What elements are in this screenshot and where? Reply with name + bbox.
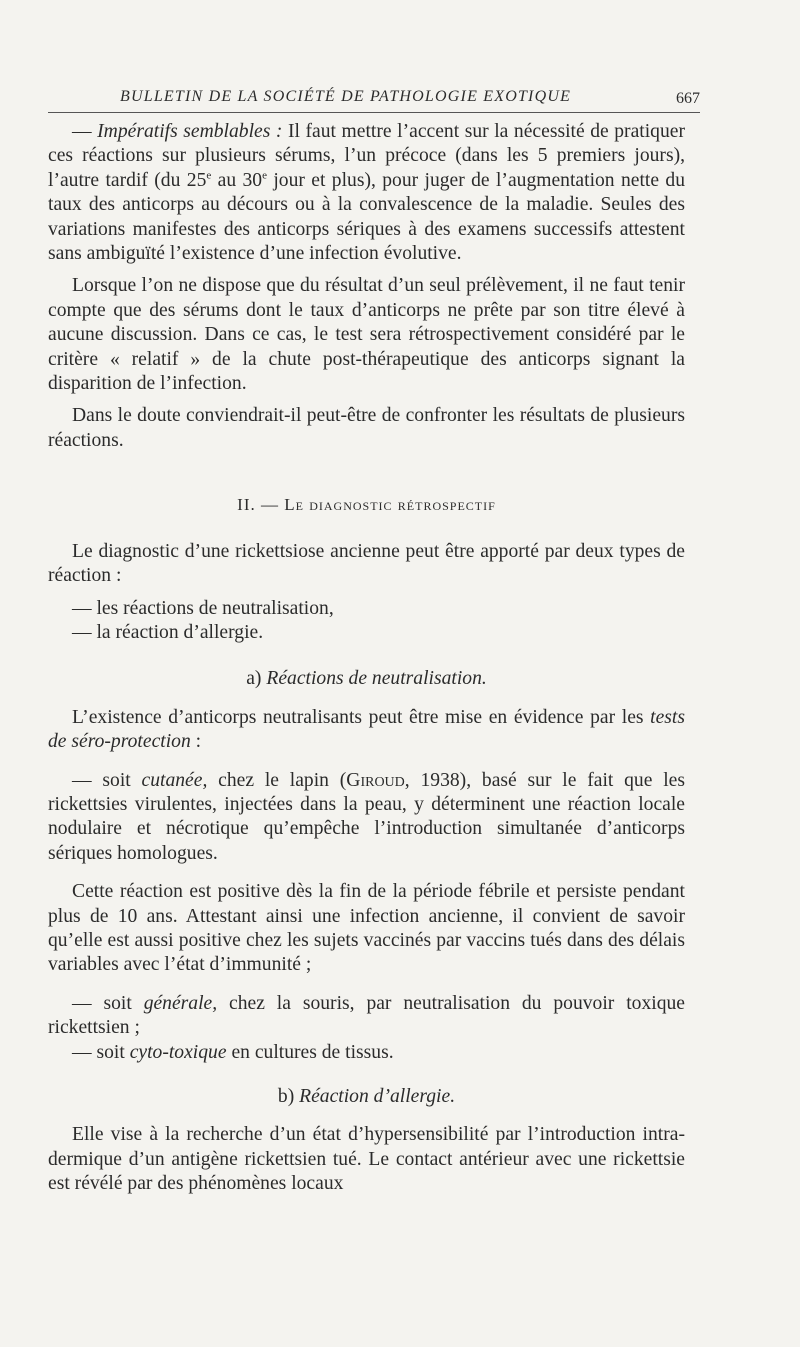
text: au 30: [211, 169, 263, 191]
text: chez le lapin (: [207, 769, 347, 791]
paragraph-reaction-positive: Cette réaction est positive dès la fin de la période fébrile et persiste pendant plus de 10 ans. Attestant ainsi une infection ancienne, il convient de savoir qu’elle est aussi positive chez les sujets vaccinés par vaccins tués dans des délais variables avec l’état d’immunité ;: [48, 881, 685, 976]
emphasis: tests de séro-protection: [48, 706, 685, 753]
text: jour et plus), pour juger de l’augmentation nette du taux des anticorps au décours ou à la convalescence de la maladie. Seules des variations manifestes des anticorps sériques à des examens successifs attestent sans ambiguïté l’existence d’une infection évolutive.: [48, 169, 686, 265]
page-header: [48, 86, 700, 113]
text: chez la souris, par neutralisation du pouvoir toxique rickettsien ;: [48, 992, 685, 1039]
emphasis-imperatifs: Impératifs semblables :: [97, 121, 283, 142]
paragraph-generale: [48, 992, 685, 1041]
running-title: BULLETIN DE LA SOCIÉTÉ DE PATHOLOGIE EXOTIQUE: [120, 88, 572, 105]
paragraph-cyto-toxique: [48, 1041, 685, 1065]
superscript: e: [206, 169, 212, 182]
paragraph-cutanee: [48, 769, 685, 867]
body-text: [48, 120, 685, 1197]
text: , 1938), basé sur le fait que les rickettsies virulentes, injectées dans la peau, y déterminent une réaction locale nodulaire et nécrotique qu’empêche l’introduction simultanée d’anticorps sériques homologues.: [48, 769, 685, 864]
emphasis: générale,: [143, 992, 218, 1014]
paragraph-anticorps: [48, 706, 685, 755]
section-title: Le diagnostic rétrospectif: [284, 495, 496, 515]
subheading-title: Réaction d’allergie.: [299, 1086, 456, 1107]
emphasis: cyto-toxique: [129, 1041, 227, 1063]
list-item-neutralisation: — les réactions de neutralisation,: [72, 597, 334, 619]
paragraph-allergie: Elle vise à la recherche d’un état d’hypersensibilité par l’introduction intra-dermique d’un antigène rickettsien tué. Le contact antérieur avec une rickettsie est révélé par des phénomènes locaux: [48, 1124, 685, 1195]
list-item-allergie: — la réaction d’allergie.: [72, 621, 264, 643]
text: — soit: [72, 1041, 130, 1063]
text: :: [190, 731, 202, 753]
subheading-letter: a): [246, 668, 267, 690]
text: — soit: [72, 992, 144, 1014]
superscript: e: [262, 169, 267, 182]
text: L’existence d’anticorps neutralisants peut être mise en évidence par les: [72, 706, 651, 728]
section-heading: [48, 493, 685, 517]
emphasis: cutanée,: [141, 769, 208, 791]
paragraph-diagnostic: Le diagnostic d’une rickettsiose ancienne peut être apporté par deux types de réaction :: [48, 540, 685, 587]
subheading-a: [48, 667, 685, 691]
text: Il faut mettre l’accent sur la nécessité de pratiquer ces réactions sur plusieurs sérums, l’un précoce (dans les 5 premiers jours), l’autre tardif (du 25: [48, 121, 685, 191]
page-number: 667: [676, 90, 700, 107]
paragraph-prelevement: Lorsque l’on ne dispose que du résultat d’un seul prélèvement, il ne faut tenir compte que des sérums dont le taux d’anticorps ne prête par son titre élevé à aucune discussion. Dans ce cas, le test sera rétrospectivement considéré par le critère « relatif » de la chute post-thérapeutique des anticorps signant la disparition de l’infection.: [48, 275, 685, 395]
paragraph-doute: Dans le doute conviendrait-il peut-être de confronter les résultats de plusieurs réactions.: [48, 405, 685, 451]
subheading-letter: b): [277, 1086, 300, 1107]
dash: —: [72, 121, 98, 142]
text: — soit: [72, 769, 142, 791]
author-name: Giroud: [346, 769, 405, 791]
paragraph-imperatifs: [48, 120, 685, 266]
section-number: II. —: [237, 495, 285, 515]
subheading-b: [48, 1085, 685, 1109]
text: en cultures de tissus.: [226, 1041, 394, 1063]
subheading-title: Réactions de neutralisation.: [266, 668, 487, 690]
